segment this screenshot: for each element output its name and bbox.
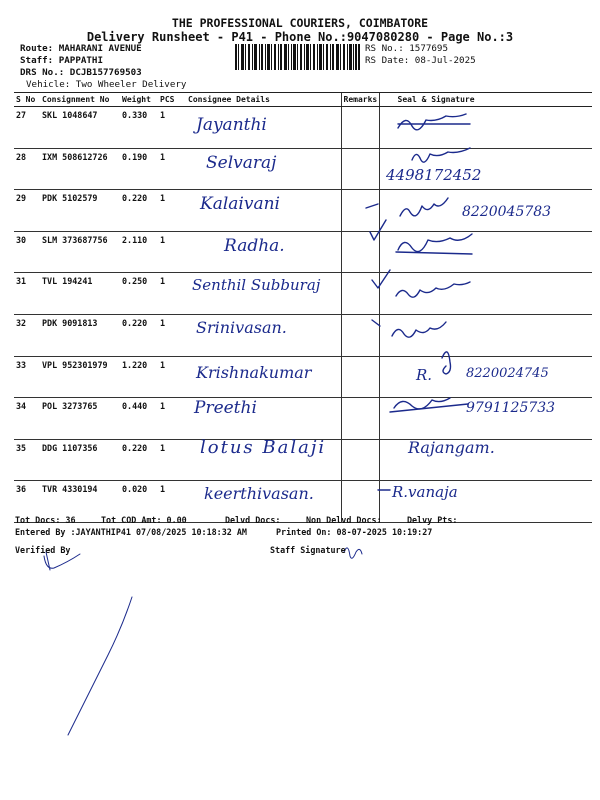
cell-pcs: 1 bbox=[158, 273, 186, 315]
cell-sno: 28 bbox=[14, 148, 40, 190]
cell-pcs: 1 bbox=[158, 148, 186, 190]
cell-consignment: SKL 1048647 bbox=[40, 107, 120, 149]
cell-consignment: PDK 5102579 bbox=[40, 190, 120, 232]
staff-signature bbox=[344, 548, 362, 558]
cell-weight: 0.220 bbox=[120, 190, 158, 232]
handwritten-consignee: Jayanthi bbox=[196, 115, 267, 135]
cell-pcs: 1 bbox=[158, 398, 186, 440]
col-header-remarks: Remarks bbox=[341, 93, 379, 107]
col-header-pcs: PCS bbox=[158, 93, 186, 107]
handwritten-consignee: Srinivasan. bbox=[196, 318, 287, 337]
cell-sno: 32 bbox=[14, 314, 40, 356]
handwritten-consignee: Krishnakumar bbox=[196, 363, 312, 382]
col-header-seal: Seal & Signature bbox=[379, 93, 592, 107]
drs-label: DRS No.: DCJB157769503 bbox=[20, 67, 142, 78]
signature-row-31 bbox=[396, 282, 470, 297]
cell-weight: 0.190 bbox=[120, 148, 158, 190]
cell-sno: 36 bbox=[14, 481, 40, 523]
cell-consignment: IXM 508612726 bbox=[40, 148, 120, 190]
handwritten-phone: 4498172452 bbox=[386, 166, 482, 184]
vehicle-label: Vehicle: Two Wheeler Delivery bbox=[26, 79, 187, 90]
col-header-sno: S No bbox=[14, 93, 40, 107]
handwritten-phone: 9791125733 bbox=[466, 400, 556, 416]
handwritten-consignee: keerthivasan. bbox=[204, 484, 314, 503]
delivered-docs: Delvd Docs: bbox=[225, 515, 281, 525]
company-title: THE PROFESSIONAL COURIERS, COIMBATORE bbox=[171, 16, 429, 30]
cell-weight: 1.220 bbox=[120, 356, 158, 398]
col-header-weight: Weight bbox=[120, 93, 158, 107]
printed-on: Printed On: 08-07-2025 10:19:27 bbox=[276, 527, 433, 537]
signature-row-30-strike bbox=[396, 252, 472, 254]
cell-consignment: SLM 373687756 bbox=[40, 231, 120, 273]
cell-pcs: 1 bbox=[158, 231, 186, 273]
signature-row-33 bbox=[442, 352, 451, 374]
rs-number: RS No.: 1577695 bbox=[365, 43, 448, 54]
cell-weight: 0.220 bbox=[120, 314, 158, 356]
cell-pcs: 1 bbox=[158, 481, 186, 523]
cell-pcs: 1 bbox=[158, 356, 186, 398]
col-header-consignee: Consignee Details bbox=[186, 93, 341, 107]
remark-check-32 bbox=[372, 320, 380, 326]
handwritten-consignee: Kalaivani bbox=[200, 194, 280, 214]
cell-consignment: PDK 9091813 bbox=[40, 314, 120, 356]
remark-check-31 bbox=[372, 270, 390, 288]
handwritten-phone: 8220045783 bbox=[462, 204, 552, 220]
entered-by: Entered By :JAYANTHIP41 07/08/2025 10:18:32 AM bbox=[15, 527, 247, 537]
cell-consignment: TVL 194241 bbox=[40, 273, 120, 315]
cell-sno: 34 bbox=[14, 398, 40, 440]
cell-sno: 31 bbox=[14, 273, 40, 315]
handwritten-seal-text: Rajangam. bbox=[408, 438, 495, 457]
runsheet-title: Delivery Runsheet - P41 - Phone No.:9047080280 - Page No.:3 bbox=[86, 30, 514, 44]
cell-pcs: 1 bbox=[158, 314, 186, 356]
cell-consignment: DDG 1107356 bbox=[40, 439, 120, 481]
route-label: Route: MAHARANI AVENUE bbox=[20, 43, 142, 54]
cell-sno: 27 bbox=[14, 107, 40, 149]
handwritten-seal-text: R.vanaja bbox=[392, 483, 458, 501]
cell-consignment: TVR 4330194 bbox=[40, 481, 120, 523]
tot-docs: Tot Docs: 36 bbox=[15, 515, 76, 525]
cell-pcs: 1 bbox=[158, 107, 186, 149]
signature-row-27 bbox=[398, 114, 466, 130]
signature-row-28 bbox=[412, 148, 470, 162]
cell-sno: 30 bbox=[14, 231, 40, 273]
signature-row-32 bbox=[392, 322, 446, 337]
tot-cod-amount: Tot COD Amt: 0.00 bbox=[101, 515, 187, 525]
handwritten-consignee: Preethi bbox=[194, 398, 257, 418]
cell-consignment: POL 3273765 bbox=[40, 398, 120, 440]
handwritten-consignee: Selvaraj bbox=[206, 153, 277, 173]
cell-sno: 35 bbox=[14, 439, 40, 481]
cell-pcs: 1 bbox=[158, 190, 186, 232]
cell-pcs: 1 bbox=[158, 439, 186, 481]
handwritten-seal-text: R. bbox=[416, 366, 433, 384]
cell-weight: 0.020 bbox=[120, 481, 158, 523]
cell-weight: 0.220 bbox=[120, 439, 158, 481]
delivery-points: Delvy Pts: bbox=[407, 515, 458, 525]
staff-signature-label: Staff Signature bbox=[270, 545, 346, 555]
verified-by-label: Verified By bbox=[15, 545, 71, 555]
cell-consignment: VPL 952301979 bbox=[40, 356, 120, 398]
remark-dash-29 bbox=[366, 204, 378, 208]
cell-weight: 2.110 bbox=[120, 231, 158, 273]
staff-label: Staff: PAPPATHI bbox=[20, 55, 103, 66]
handwritten-phone: 8220024745 bbox=[466, 366, 549, 381]
cell-weight: 0.440 bbox=[120, 398, 158, 440]
cell-weight: 0.250 bbox=[120, 273, 158, 315]
col-header-consignment: Consignment No bbox=[40, 93, 120, 107]
handwritten-consignee: Radha. bbox=[224, 236, 285, 256]
rs-date: RS Date: 08-Jul-2025 bbox=[365, 55, 476, 66]
signature-row-30 bbox=[398, 234, 472, 252]
cell-weight: 0.330 bbox=[120, 107, 158, 149]
non-delivered-docs: Non Delvd Docs: bbox=[306, 515, 382, 525]
handwritten-consignee: Senthil Subburaj bbox=[192, 276, 321, 294]
long-pen-stroke bbox=[68, 597, 132, 735]
remark-check-30 bbox=[370, 220, 386, 240]
cell-sno: 29 bbox=[14, 190, 40, 232]
cell-sno: 33 bbox=[14, 356, 40, 398]
signature-row-29 bbox=[400, 198, 448, 216]
signature-row-34-strike bbox=[390, 404, 468, 412]
handwritten-consignee: lotus Balaji bbox=[200, 437, 327, 458]
